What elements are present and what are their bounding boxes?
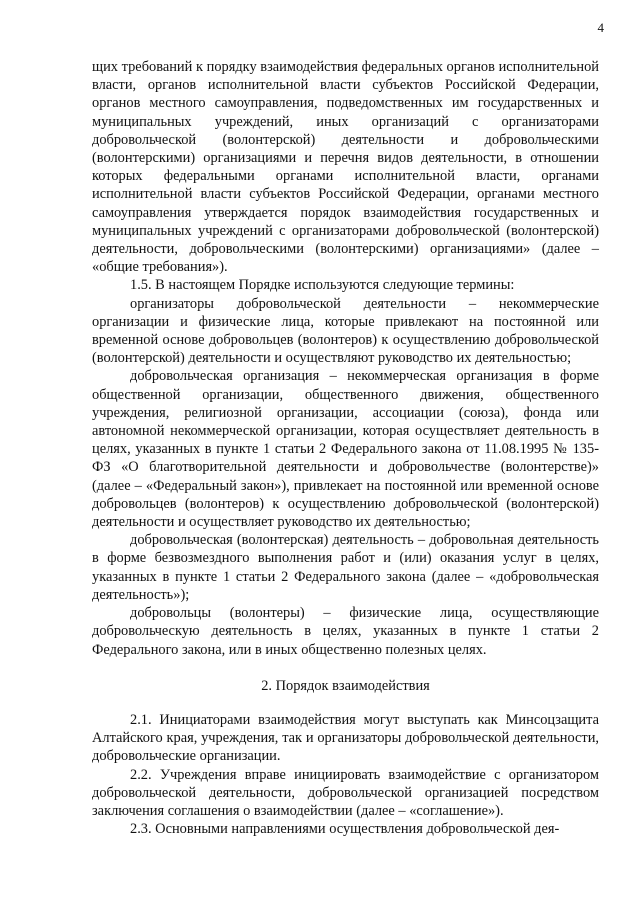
paragraph-1-5-terms-intro: 1.5. В настоящем Порядке используются следующие термины: [130,277,515,294]
paragraph-2-3: 2.3. Основными направлениями осуществления добровольческой дея- [130,821,560,838]
document-body [92,58,599,838]
paragraph-term-volunteer-organization: добровольческая организация – некоммерческая организация в форме общественной организации, общественного движения, общественного учреждения, религиозной организации, ассоциации (союза), фонда или автономной некоммерческой организации, которая осуществляет деятельность в целях, указанных в пункте 1 статьи 2 Федерального закона от 11.08.1995 № 135-ФЗ «О благотворительной деятельности и добровольчестве (волонтерстве)» (далее – «Федеральный закон»), привлекает на постоянной или временной основе добровольцев (волонтеров) к осуществлению добровольческой (волонтерской) деятельности и осуществляет руководство их деятельностью; [92,368,599,531]
paragraph-2-2: 2.2. Учреждения вправе инициировать взаимодействие с организатором добровольческой деятельности, добровольческой организацией посредством заключения соглашения о взаимодействии (далее – «соглашение»). [92,766,599,819]
paragraph-term-organizers: организаторы добровольческой деятельности – некоммерческие организации и физические лица, которые привлекают на постоянной или временной основе добровольцев (волонтеров) к осуществлению добровольческой (волонтерской) деятельности и осуществляют руководство их деятельностью; [92,295,599,367]
paragraph-2-1: 2.1. Инициаторами взаимодействия могут выступать как Минсоцзащита Алтайского края, учреждения, так и организаторы добровольческой деятельности, добровольческие организации. [92,711,599,765]
section-heading: 2. Порядок взаимодействия [261,677,430,694]
paragraph-term-volunteer-activity: добровольческая (волонтерская) деятельность – добровольная деятельность в форме безвозмездного выполнения работ и (или) оказания услуг в целях, указанных в пункте 1 статьи 2 Федерального закона (далее – «добровольческая деятельность»); [92,532,599,603]
page-number: 4 [597,20,604,35]
paragraph-general-requirements-continued: щих требований к порядку взаимодействия федеральных органов исполнительной власти, органов исполнительной власти субъектов Российской Федерации, органов местного самоуправления, подведомственных им государственных и муниципальных учреждений, иных организаций с организаторами добровольческой (волонтерской) деятельности и добровольческими (волонтерскими) организациями и перечня видов деятельности, в отношении которых федеральными органами исполнительной власти, органами исполнительной власти субъектов Российской Федерации, органами местного самоуправления утверждается порядок взаимодействия государственных и муниципальных учреждений с организаторами добровольческой (волонтерской) деятельности, добровольческими (волонтерскими) организациями» (далее – «общие требования»). [92,59,599,276]
paragraph-term-volunteers: добровольцы (волонтеры) – физические лица, осуществляющие добровольческую деятельность в целях, указанных в пункте 1 статьи 2 Федерального закона, или в иных общественно полезных целях. [92,605,599,658]
